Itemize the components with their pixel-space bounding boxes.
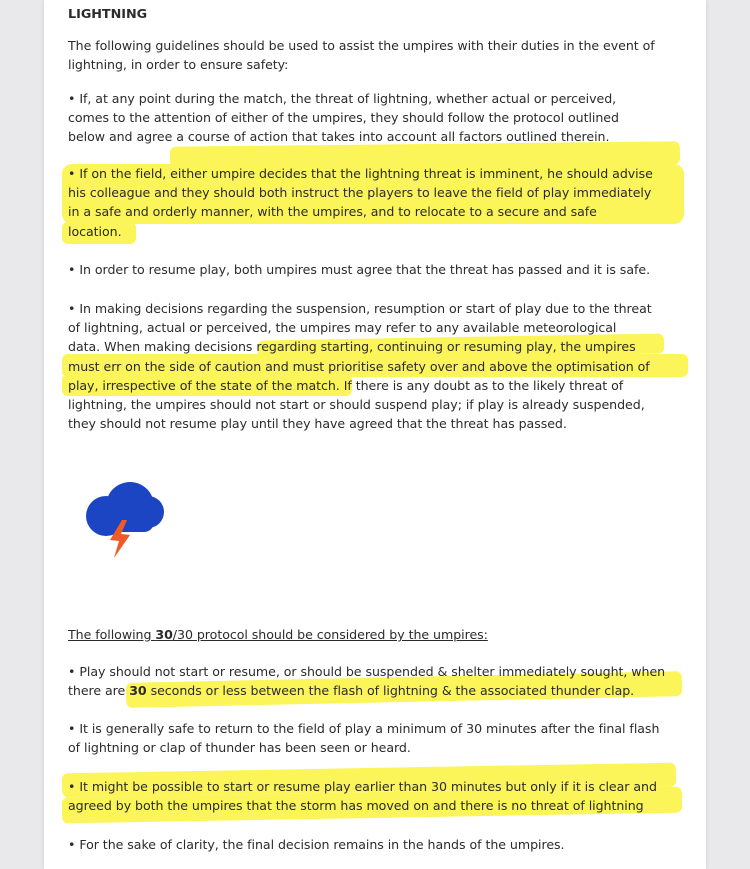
guideline-bullet: • If, at any point during the match, the threat of lightning, whether actual or perceived, comes to the attention of either of the umpires, they should follow the protocol outlined below and agree a course of action that takes into account all factors outlined therein. (68, 91, 619, 145)
protocol-heading: The following 30/30 protocol should be considered by the umpires: (68, 627, 488, 642)
intro-paragraph: The following guidelines should be used to assist the umpires with their duties in the event of lightning, in order to ensure safety: (68, 38, 655, 73)
protocol-bullet: • It might be possible to start or resume play earlier than 30 minutes but only if it is clear and agreed by both the umpires that the storm has moved on and there is no threat of lightning (68, 779, 657, 814)
document-page (44, 0, 706, 869)
guideline-bullet: • In making decisions regarding the suspension, resumption or start of play due to the threat of lightning, actual or perceived, the umpires may refer to any available meteorological data. When making decisions regarding starting, continuing or resuming play, the umpires must err on the side of caution and must prioritise safety over and above the optimisation of play, irrespective of the state of the match. If there is any doubt as to the likely threat of lightning, the umpires should not start or should suspend play; if play is already suspended, they should not resume play until they have agreed that the threat has passed. (68, 301, 652, 432)
protocol-bullet: • For the sake of clarity, the final decision remains in the hands of the umpires. (68, 837, 565, 852)
guideline-bullet: • If on the field, either umpire decides that the lightning threat is imminent, he should advise his colleague and they should both instruct the players to leave the field of play immediately in a safe and orderly manner, with the umpires, and to relocate to a secure and safe location. (68, 166, 653, 239)
storm-cloud-lightning-icon (80, 478, 180, 568)
protocol-bullet: • It is generally safe to return to the field of play a minimum of 30 minutes after the final flash of lightning or clap of thunder has been seen or heard. (68, 721, 660, 756)
page-title: LIGHTNING (68, 7, 148, 22)
protocol-bullet: • Play should not start or resume, or should be suspended & shelter immediately sought, when there are 30 seconds or less between the flash of lightning & the associated thunder clap. (68, 664, 666, 699)
guideline-bullet: • In order to resume play, both umpires must agree that the threat has passed and it is safe. (68, 262, 651, 277)
